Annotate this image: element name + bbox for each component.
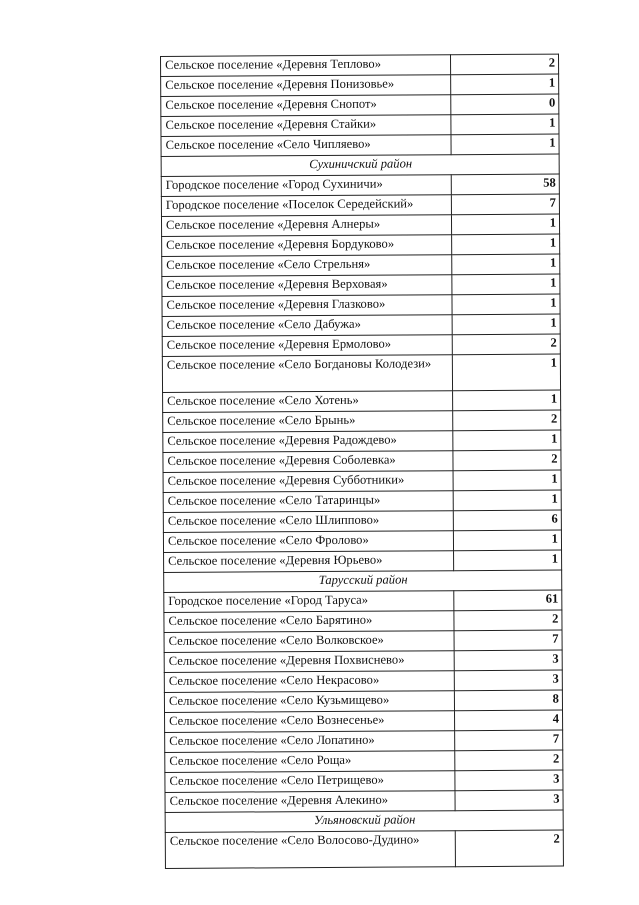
table-row (163, 410, 561, 432)
table-row (164, 590, 562, 612)
settlement-count: 1 (452, 274, 560, 295)
table-row (161, 94, 559, 116)
settlement-table-body (161, 54, 564, 868)
settlement-count: 4 (455, 710, 563, 731)
settlement-name: Сельское поселение «Село Фролово» (163, 531, 453, 553)
table-row (161, 214, 559, 236)
settlement-name: Сельское поселение «Деревня Радождево» (163, 431, 453, 453)
settlement-name: Сельское поселение «Деревня Стайки» (161, 115, 451, 137)
district-name: Тарусский район (164, 570, 562, 592)
settlement-count: 0 (451, 94, 559, 115)
settlement-count: 2 (455, 830, 563, 867)
table-row (165, 790, 563, 812)
table-row (164, 650, 562, 672)
settlement-name: Сельское поселение «Село Волковское» (164, 631, 454, 653)
settlement-count: 1 (452, 314, 560, 335)
table-row (164, 610, 562, 632)
settlement-count: 7 (454, 630, 562, 651)
settlement-name: Городское поселение «Поселок Середейский» (161, 195, 451, 217)
table-row (163, 390, 561, 412)
table-row (165, 730, 563, 752)
settlement-name: Сельское поселение «Село Чипляево» (161, 135, 451, 157)
settlement-name: Сельское поселение «Деревня Понизовье» (161, 75, 451, 97)
table-row (161, 114, 559, 136)
table-row (162, 354, 560, 392)
table-row (163, 530, 561, 552)
settlement-name: Сельское поселение «Деревня Верховая» (162, 275, 452, 297)
settlement-table (160, 54, 564, 869)
settlement-count: 1 (453, 430, 561, 451)
settlement-count: 3 (454, 670, 562, 691)
settlement-count: 7 (451, 194, 559, 215)
settlement-count: 3 (455, 770, 563, 791)
settlement-count: 1 (452, 254, 560, 275)
settlement-name: Сельское поселение «Село Богдановы Колодези» (162, 355, 452, 393)
settlement-name: Сельское поселение «Деревня Теплово» (161, 55, 451, 77)
table-row (161, 174, 559, 196)
settlement-count: 1 (452, 234, 560, 255)
settlement-count: 1 (451, 74, 559, 95)
settlement-count: 1 (452, 354, 560, 391)
settlement-name: Сельское поселение «Деревня Похвиснево» (164, 651, 454, 673)
settlement-count: 8 (454, 690, 562, 711)
settlement-count: 1 (451, 114, 559, 135)
settlement-count: 1 (453, 390, 561, 411)
table-row (165, 830, 563, 868)
settlement-name: Сельское поселение «Село Лопатино» (165, 731, 455, 753)
settlement-name: Сельское поселение «Деревня Субботники» (163, 471, 453, 493)
settlement-count: 1 (453, 470, 561, 491)
settlement-name: Сельское поселение «Село Некрасово» (164, 671, 454, 693)
table-row (163, 450, 561, 472)
settlement-count: 2 (455, 750, 563, 771)
settlement-name: Сельское поселение «Деревня Соболевка» (163, 451, 453, 473)
table-row (165, 750, 563, 772)
table-row (162, 254, 560, 276)
settlement-name: Городское поселение «Город Таруса» (164, 591, 454, 613)
settlement-name: Сельское поселение «Деревня Алекино» (165, 791, 455, 813)
settlement-count: 2 (453, 410, 561, 431)
settlement-name: Сельское поселение «Село Стрельня» (162, 255, 452, 277)
settlement-name: Сельское поселение «Село Волосово-Дудино» (165, 831, 455, 869)
settlement-count: 1 (454, 550, 562, 571)
settlement-name: Сельское поселение «Село Барятино» (164, 611, 454, 633)
district-name: Сухиничский район (161, 154, 559, 176)
table-row (162, 294, 560, 316)
settlement-name: Сельское поселение «Село Брынь» (163, 411, 453, 433)
settlement-name: Сельское поселение «Деревня Юрьево» (164, 551, 454, 573)
table-row (163, 490, 561, 512)
table-row (163, 470, 561, 492)
settlement-count: 3 (454, 650, 562, 671)
settlement-name: Сельское поселение «Деревня Глазково» (162, 295, 452, 317)
table-row (164, 630, 562, 652)
table-row (164, 550, 562, 572)
settlement-count: 61 (454, 590, 562, 611)
settlement-name: Сельское поселение «Село Шлиппово» (163, 511, 453, 533)
settlement-count: 1 (453, 530, 561, 551)
table-row (163, 510, 561, 532)
table-row (162, 314, 560, 336)
settlement-count: 1 (451, 134, 559, 155)
table-row (162, 274, 560, 296)
settlement-count: 1 (452, 294, 560, 315)
settlement-count: 3 (455, 790, 563, 811)
district-header-row (164, 570, 562, 592)
table-row (163, 430, 561, 452)
settlement-count: 1 (453, 490, 561, 511)
settlement-name: Сельское поселение «Село Кузьмищево» (164, 691, 454, 713)
settlement-name: Сельское поселение «Деревня Ермолово» (162, 335, 452, 357)
settlement-count: 1 (451, 214, 559, 235)
district-header-row (165, 810, 563, 832)
settlement-name: Городское поселение «Город Сухиничи» (161, 175, 451, 197)
settlement-name: Сельское поселение «Село Хотень» (163, 391, 453, 413)
table-row (161, 134, 559, 156)
settlement-count: 2 (453, 450, 561, 471)
table-row (165, 770, 563, 792)
settlement-name: Сельское поселение «Село Дабужа» (162, 315, 452, 337)
table-row (161, 54, 559, 76)
settlement-name: Сельское поселение «Деревня Алнеры» (161, 215, 451, 237)
table-row (165, 710, 563, 732)
settlement-count: 6 (453, 510, 561, 531)
table-row (162, 334, 560, 356)
table-row (164, 670, 562, 692)
district-name: Ульяновский район (165, 810, 563, 832)
settlement-name: Сельское поселение «Деревня Снопот» (161, 95, 451, 117)
table-row (161, 194, 559, 216)
settlement-name: Сельское поселение «Село Роща» (165, 751, 455, 773)
settlement-count: 58 (451, 174, 559, 195)
district-header-row (161, 154, 559, 176)
settlement-count: 2 (454, 610, 562, 631)
settlement-count: 7 (455, 730, 563, 751)
settlement-name: Сельское поселение «Село Вознесенье» (165, 711, 455, 733)
settlement-name: Сельское поселение «Село Петрищево» (165, 771, 455, 793)
settlement-count: 2 (450, 54, 558, 75)
settlement-name: Сельское поселение «Село Татаринцы» (163, 491, 453, 513)
table-row (162, 234, 560, 256)
settlement-count: 2 (452, 334, 560, 355)
table-row (164, 690, 562, 712)
table-row (161, 74, 559, 96)
settlement-name: Сельское поселение «Деревня Бордуково» (162, 235, 452, 257)
